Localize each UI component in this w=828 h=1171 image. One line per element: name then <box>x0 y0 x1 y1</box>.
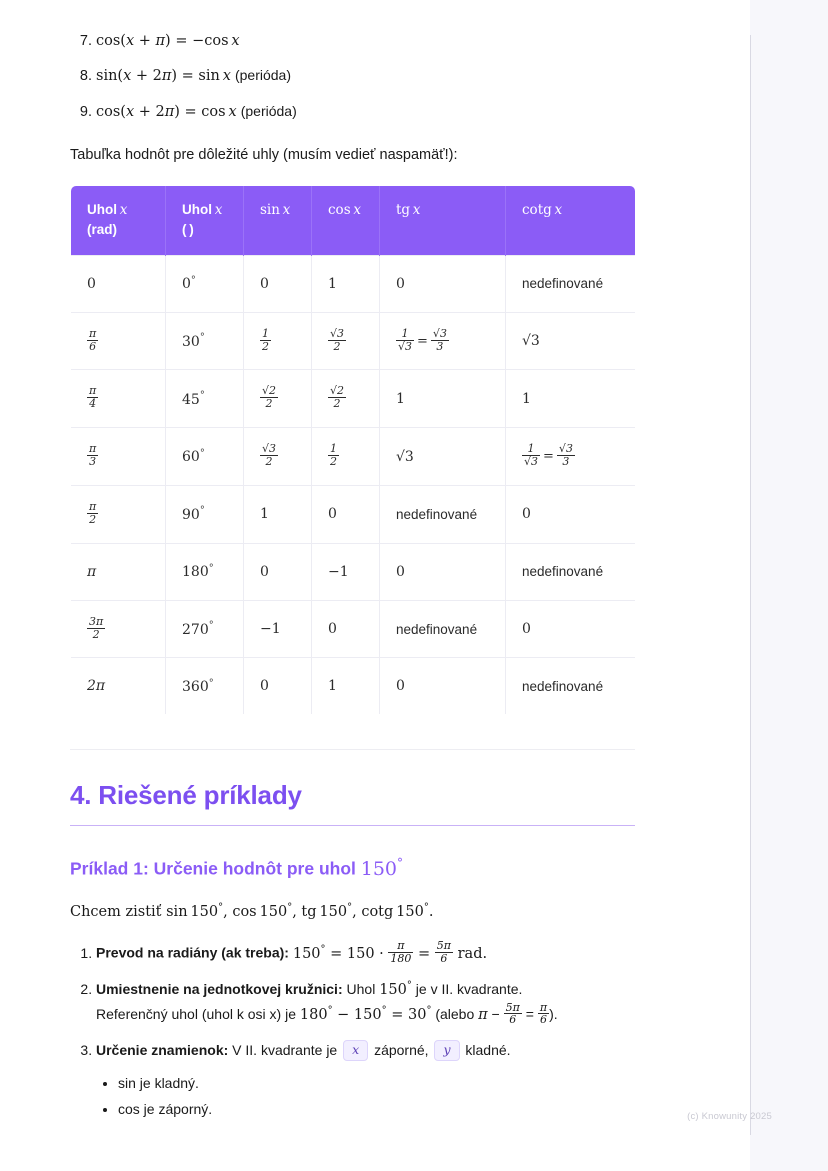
cell-deg: 90 ° <box>166 485 244 543</box>
list-item: • sin je kladný. <box>118 1070 635 1097</box>
step-label: Prevod na radiány (ak treba): <box>96 944 289 961</box>
identity-formula: cos(x + π) = −cos x <box>96 33 240 49</box>
identity-note: (perióda) <box>234 67 291 84</box>
cell-deg: 360 ° <box>166 658 244 715</box>
cell-rad: $\frac{\pi}{6}$ <box>71 312 166 370</box>
step-text-tail: kladné. <box>465 1041 511 1058</box>
cell-cos: 0 <box>312 600 380 658</box>
cell-cotg: nedefinované <box>506 543 636 600</box>
table-row <box>71 543 636 600</box>
watermark: (c) Knowunity 2025 <box>687 1111 772 1122</box>
cell-tg: 0 <box>380 255 506 312</box>
cell-rad: $\frac{3\pi}{2}$ <box>71 600 166 658</box>
cell-deg: 180 ° <box>166 543 244 600</box>
variable-chip-y[interactable]: y <box>434 1040 459 1061</box>
cell-tg: √ 3 <box>380 428 506 486</box>
step-text-mid: záporné, <box>374 1041 429 1058</box>
gutter-divider <box>750 35 751 1135</box>
cell-sin: $\frac{1}{2}$ <box>244 312 312 370</box>
cell-cotg: nedefinované <box>506 658 636 715</box>
example-heading-value: 150 ° <box>361 858 403 880</box>
cell-cotg: 0 <box>506 485 636 543</box>
cell-sin: −1 <box>244 600 312 658</box>
cell-sin: √ $\frac{3}{2}$ <box>244 428 312 486</box>
table-row <box>71 255 636 312</box>
cell-sin: 1 <box>244 485 312 543</box>
cell-cotg: 0 <box>506 600 636 658</box>
cell-cotg: √ 3 <box>506 312 636 370</box>
cell-tg: 0 <box>380 543 506 600</box>
cell-cos: √ $\frac{2}{2}$ <box>312 370 380 428</box>
table-row <box>71 600 636 658</box>
cell-sin: 0 <box>244 658 312 715</box>
cell-tg: nedefinované <box>380 600 506 658</box>
column-header-cotg: cotg x <box>506 186 636 256</box>
cell-rad: 2π <box>71 658 166 715</box>
table-body <box>71 255 636 715</box>
cell-tg: 1 <box>380 370 506 428</box>
cell-cos: 1 <box>312 658 380 715</box>
column-header-angle-rad: Uhol x (rad) <box>71 186 166 256</box>
trig-values-table <box>70 185 636 715</box>
column-header-sin: sin x <box>244 186 312 256</box>
step-label: Umiestnenie na jednotkovej kružnici: <box>96 980 343 997</box>
cell-tg: 1 √ 3 = √ $\frac{3}{3}$ <box>380 312 506 370</box>
list-item <box>96 101 635 123</box>
step-bullets <box>96 1070 635 1123</box>
table-row <box>71 428 636 486</box>
table-row <box>71 658 636 715</box>
example-intro: Chcem zistiť sin 150°, cos 150°, tg 150°, cotg 150°. <box>70 901 434 920</box>
cell-sin: 0 <box>244 255 312 312</box>
list-item <box>96 30 635 52</box>
cell-cos: 0 <box>312 485 380 543</box>
cell-cos: $\frac{1}{2}$ <box>312 428 380 486</box>
cell-sin: √ $\frac{2}{2}$ <box>244 370 312 428</box>
table-row <box>71 312 636 370</box>
variable-chip-x[interactable]: x <box>343 1040 368 1061</box>
cell-deg: 60 ° <box>166 428 244 486</box>
cell-tg: 0 <box>380 658 506 715</box>
column-header-tg: tg x <box>380 186 506 256</box>
page-title: 4. Riešené príklady <box>70 780 302 811</box>
list-item <box>96 65 635 87</box>
cell-cos: −1 <box>312 543 380 600</box>
cell-cos: 1 <box>312 255 380 312</box>
cell-deg: 30 ° <box>166 312 244 370</box>
step-text: V II. kvadrante je <box>232 1041 338 1058</box>
column-header-cos: cos x <box>312 186 380 256</box>
list-item <box>96 941 635 966</box>
cell-rad: $\frac{\pi}{3}$ <box>71 428 166 486</box>
example-heading <box>70 856 635 879</box>
list-item: • cos je záporný. <box>118 1096 635 1123</box>
identity-formula: cos(x + 2π) = cos x <box>96 103 237 120</box>
step-label: Určenie znamienok: <box>96 1041 229 1058</box>
cell-deg: 45 ° <box>166 370 244 428</box>
cell-deg: 0 ° <box>166 255 244 312</box>
table-intro: Tabuľka hodnôt pre dôležité uhly (musím vedieť naspamäť!): <box>70 147 458 164</box>
cell-cotg: nedefinované <box>506 255 636 312</box>
cell-cos: √ $\frac{3}{2}$ <box>312 312 380 370</box>
cell-deg: 270 ° <box>166 600 244 658</box>
step-formula: 150° = 150 · $\frac{\pi}{180}$ = $\frac{5\pi}{6}$ rad. <box>292 939 488 966</box>
step-text-2: Referenčný uhol (uhol k osi x) je 180° − 150° = 30° (alebo π − $\frac{5\pi}{6}$ = $\frac{\pi}{6}$ ). <box>96 1000 558 1027</box>
scroll-gutter[interactable] <box>750 0 828 1171</box>
identity-formula: sin(x + 2π) = sin x <box>96 68 231 85</box>
section-divider <box>70 749 635 750</box>
cell-tg: nedefinované <box>380 485 506 543</box>
column-header-angle-deg: Uhol x ( ) <box>166 186 244 256</box>
document-content <box>70 30 635 1123</box>
list-item <box>96 978 635 1028</box>
cell-rad: $\frac{\pi}{2}$ <box>71 485 166 543</box>
title-underline <box>70 825 635 826</box>
example-steps <box>70 941 635 1123</box>
table-row <box>71 485 636 543</box>
table-header-row <box>71 186 636 256</box>
table-header <box>71 186 636 256</box>
example-heading-text: Príklad 1: Určenie hodnôt pre uhol <box>70 858 356 879</box>
cell-cotg: 1 <box>506 370 636 428</box>
cell-rad: $\frac{\pi}{4}$ <box>71 370 166 428</box>
list-item <box>96 1039 635 1123</box>
table-row <box>71 370 636 428</box>
cell-rad: π <box>71 543 166 600</box>
identity-note: (perióda) <box>240 102 297 119</box>
identity-list <box>70 30 635 123</box>
cell-cotg: 1 √ 3 = √ $\frac{3}{3}$ <box>506 428 636 486</box>
cell-rad: 0 <box>71 255 166 312</box>
cell-sin: 0 <box>244 543 312 600</box>
step-text: Uhol 150° je v II. kvadrante. <box>346 979 523 998</box>
